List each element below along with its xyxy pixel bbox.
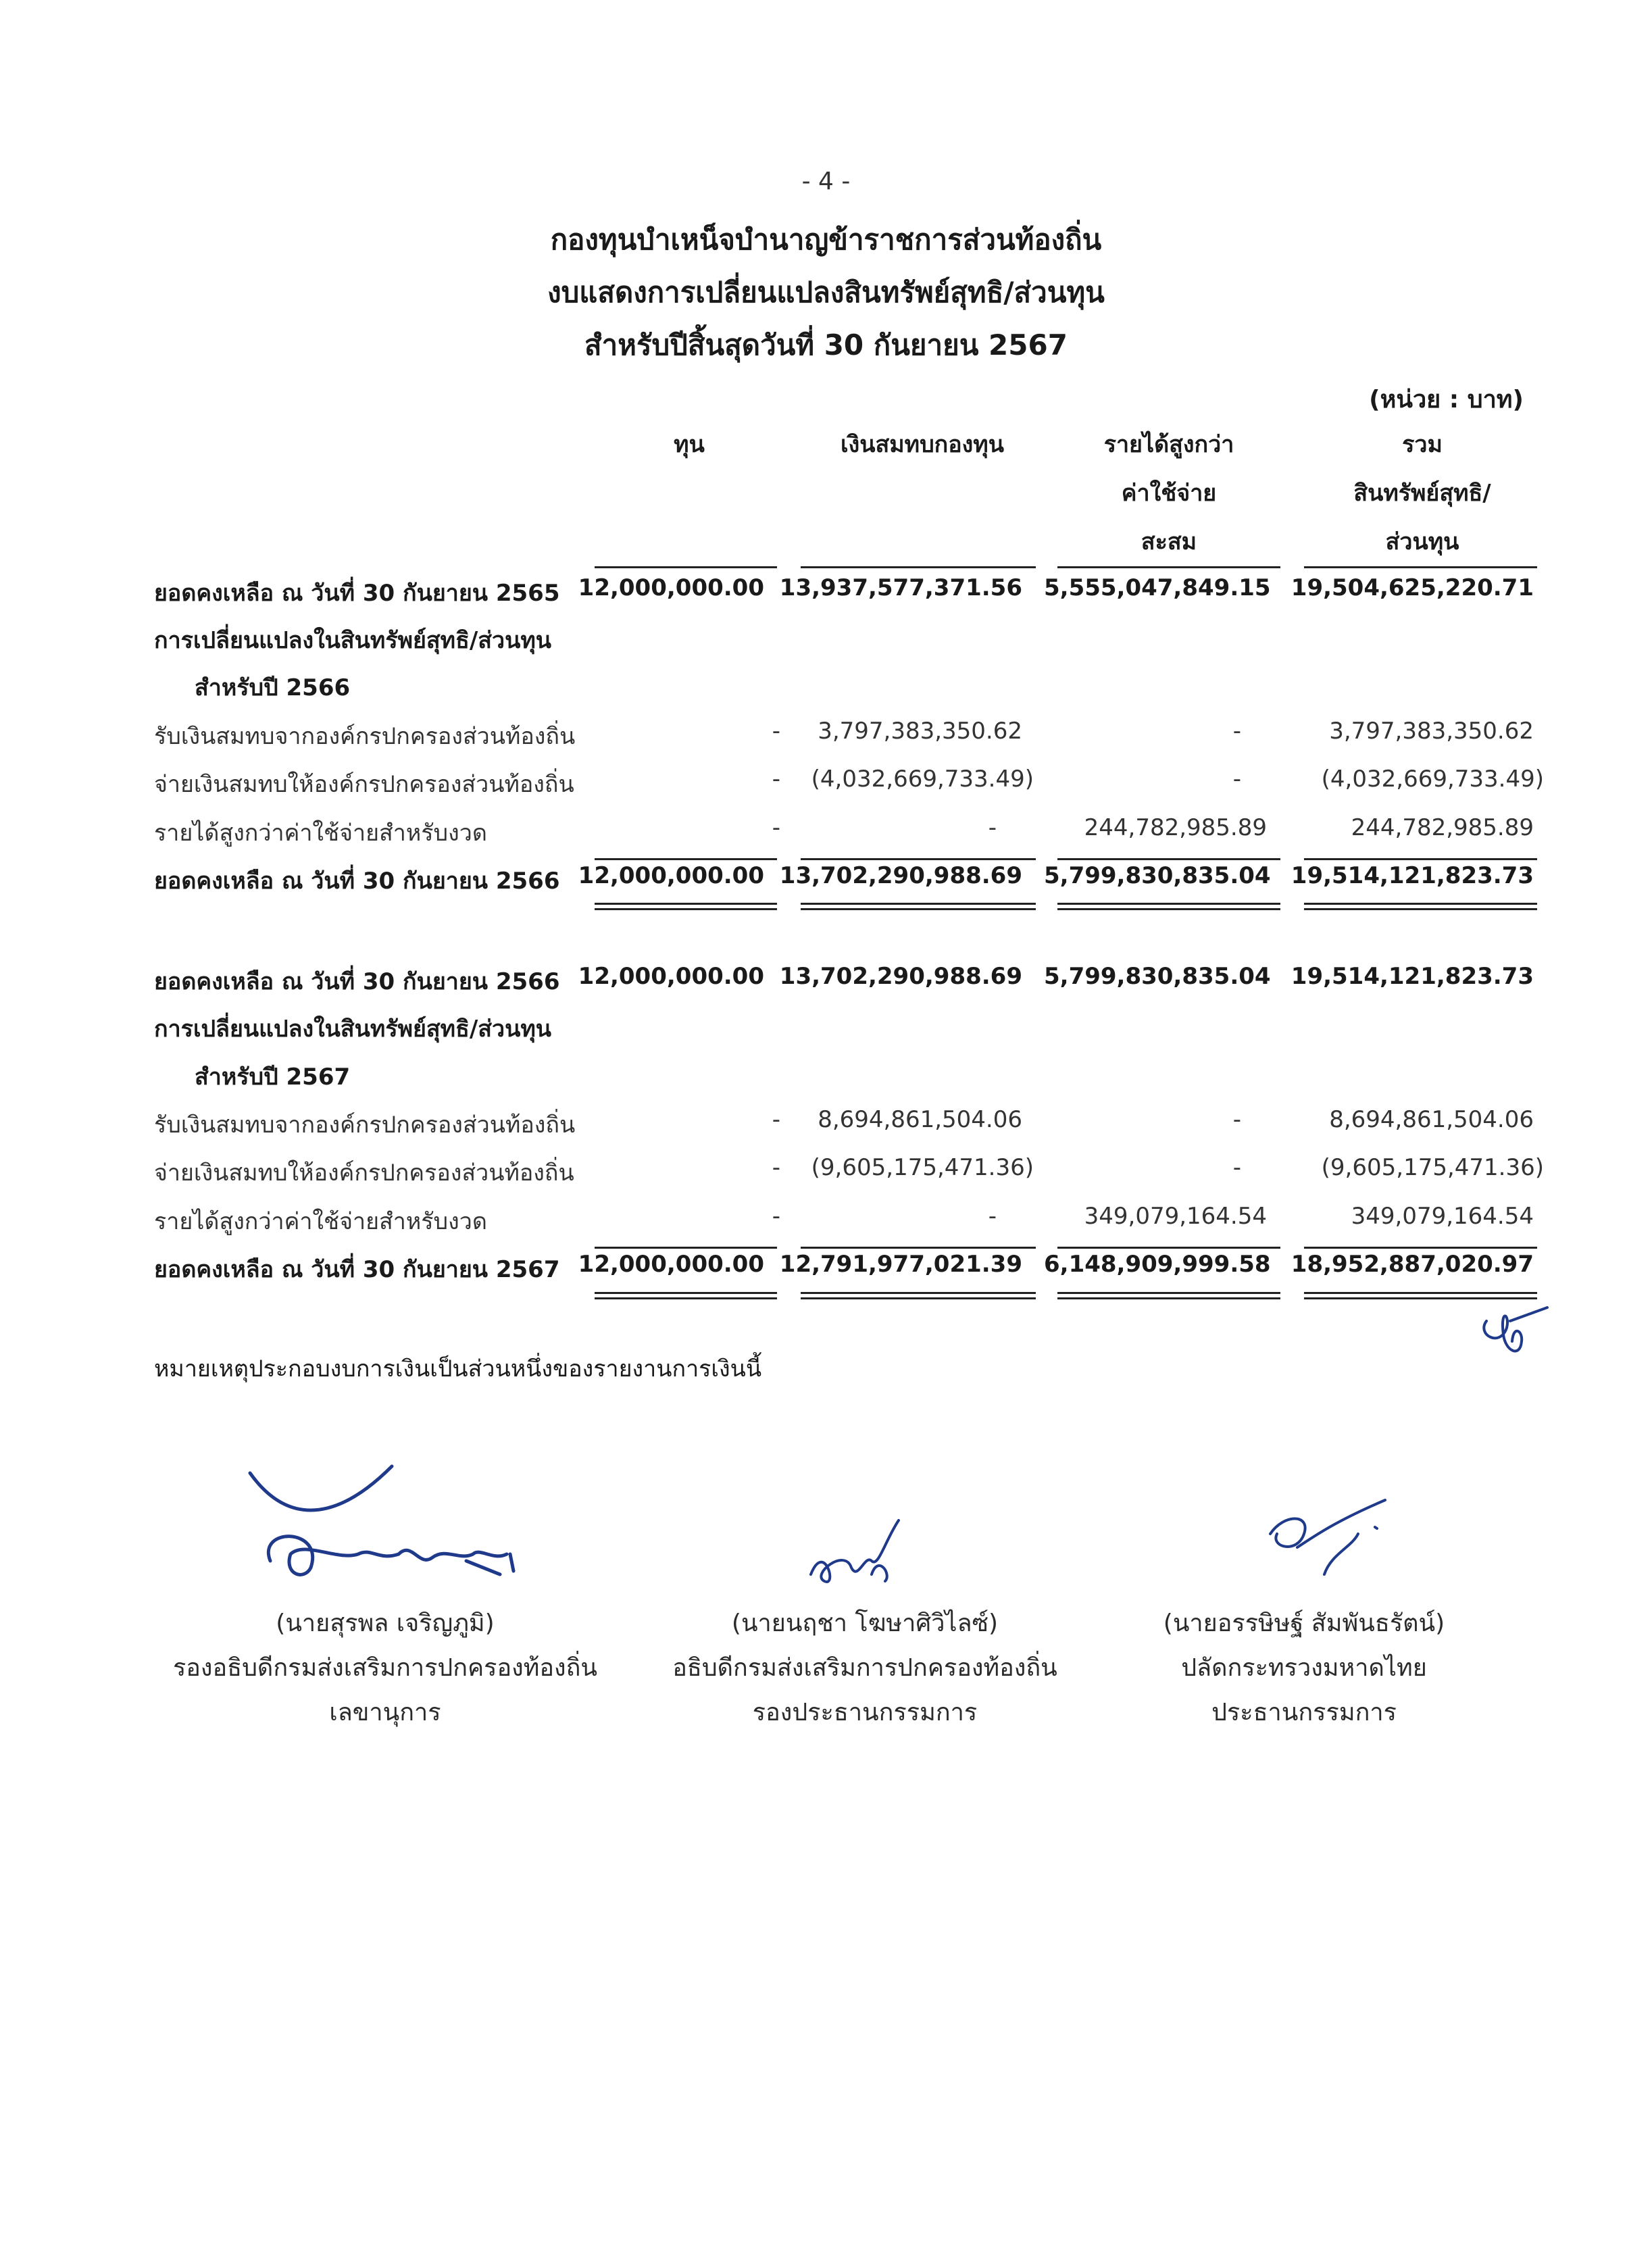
row-label: รับเงินสมทบจากองค์กรปกครองส่วนท้องถิ่น (154, 1112, 576, 1139)
column-header-line: ค่าใช้จ่าย (1121, 480, 1217, 507)
subtotal-rule (1304, 858, 1537, 860)
unit-label: (หน่วย : บาท) (1369, 386, 1524, 414)
total-double-rule (801, 1297, 1036, 1299)
row-label: การเปลี่ยนแปลงในสินทรัพย์สุทธิ/ส่วนทุน (154, 1016, 551, 1043)
cell-capital: - (772, 1106, 780, 1133)
column-header-line: รายได้สูงกว่า (1103, 431, 1234, 458)
cell-contributions: 13,702,290,988.69 (779, 963, 1022, 990)
subtotal-rule (1057, 858, 1280, 860)
table-row (0, 1251, 1652, 1298)
row-label: ยอดคงเหลือ ณ วันที่ 30 กันยายน 2566 (154, 968, 560, 995)
cell-capital: 12,000,000.00 (578, 1251, 764, 1278)
header-rule (595, 566, 777, 568)
cell-total: 8,694,861,504.06 (1329, 1106, 1534, 1133)
cell-contributions: (4,032,669,733.49) (811, 766, 1034, 793)
cell-contributions: - (988, 814, 997, 841)
signatory-role: รองประธานกรรมการ (752, 1699, 978, 1726)
cell-capital: 12,000,000.00 (578, 574, 764, 601)
signatory-block-vice-chair (628, 1601, 1101, 1735)
row-label: ยอดคงเหลือ ณ วันที่ 30 กันยายน 2565 (154, 580, 560, 607)
initials-signature (1473, 1294, 1554, 1375)
cell-contributions: - (988, 1203, 997, 1230)
total-double-rule (1057, 908, 1280, 910)
total-double-rule (595, 1297, 777, 1299)
row-label: ยอดคงเหลือ ณ วันที่ 30 กันยายน 2566 (154, 868, 560, 895)
cell-total: 349,079,164.54 (1351, 1203, 1534, 1230)
total-double-rule (595, 903, 777, 905)
cell-contributions: 12,791,977,021.39 (779, 1251, 1022, 1278)
total-double-rule (595, 908, 777, 910)
table-row (0, 1203, 1652, 1250)
page-number: - 4 - (801, 168, 851, 195)
fund-name: กองทุนบำเหน็จบำนาญข้าราชการส่วนท้องถิ่น (550, 223, 1102, 256)
cell-contributions: 8,694,861,504.06 (818, 1106, 1022, 1133)
signatory-name: (นายอรรษิษฐ์ สัมพันธรัตน์) (1163, 1610, 1445, 1637)
column-header-contributions (801, 420, 1044, 469)
signatory-block-chair (1068, 1601, 1541, 1735)
cell-surplus: 244,782,985.89 (1084, 814, 1267, 841)
row-label: ยอดคงเหลือ ณ วันที่ 30 กันยายน 2567 (154, 1256, 560, 1283)
cell-capital: - (772, 766, 780, 793)
column-header-accumulated-surplus (1057, 420, 1280, 566)
cell-surplus: 349,079,164.54 (1084, 1203, 1267, 1230)
cell-contributions: 13,702,290,988.69 (779, 862, 1022, 889)
cell-contributions: 3,797,383,350.62 (818, 718, 1022, 745)
cell-total: 19,514,121,823.73 (1291, 963, 1534, 990)
subtotal-rule (801, 1247, 1036, 1249)
column-header-total (1304, 420, 1541, 566)
header-rule (1304, 566, 1537, 568)
cell-surplus: - (1232, 1154, 1241, 1181)
cell-surplus: 5,799,830,835.04 (1044, 862, 1271, 889)
table-row (0, 814, 1652, 862)
signature-3 (1257, 1493, 1392, 1595)
column-header-line: สินทรัพย์สุทธิ/ (1353, 480, 1491, 507)
column-header-line: ส่วนทุน (1385, 528, 1459, 555)
total-double-rule (801, 903, 1036, 905)
total-double-rule (1057, 1297, 1280, 1299)
table-row (0, 1154, 1652, 1201)
table-row (0, 1058, 1652, 1105)
cell-total: (9,605,175,471.36) (1321, 1154, 1544, 1181)
total-double-rule (801, 908, 1036, 910)
cell-total: 19,504,625,220.71 (1291, 574, 1534, 601)
cell-total: (4,032,669,733.49) (1321, 766, 1544, 793)
subtotal-rule (595, 1247, 777, 1249)
signatory-block-secretary (149, 1601, 622, 1735)
signatory-role: เลขานุการ (329, 1699, 441, 1726)
subtotal-rule (595, 858, 777, 860)
signature-2 (804, 1500, 926, 1601)
subtotal-rule (1057, 1247, 1280, 1249)
table-row (0, 669, 1652, 716)
row-label: สำหรับปี 2566 (195, 674, 351, 701)
table-row (0, 1106, 1652, 1153)
cell-capital: 12,000,000.00 (578, 862, 764, 889)
subtotal-rule (1304, 1247, 1537, 1249)
cell-surplus: - (1232, 1106, 1241, 1133)
column-header-line: สะสม (1141, 528, 1197, 555)
signature-1 (243, 1460, 527, 1595)
cell-total: 244,782,985.89 (1351, 814, 1534, 841)
header-rule (1057, 566, 1280, 568)
table-row (0, 1010, 1652, 1057)
period-title: สำหรับปีสิ้นสุดวันที่ 30 กันยายน 2567 (584, 328, 1068, 362)
table-row (0, 718, 1652, 765)
cell-surplus: 6,148,909,999.58 (1044, 1251, 1271, 1278)
signatory-position: ปลัดกระทรวงมหาดไทย (1181, 1654, 1427, 1682)
table-row (0, 622, 1652, 669)
signatory-role: ประธานกรรมการ (1211, 1699, 1397, 1726)
cell-contributions: 13,937,577,371.56 (779, 574, 1022, 601)
cell-capital: - (772, 1154, 780, 1181)
subtotal-rule (801, 858, 1036, 860)
cell-total: 3,797,383,350.62 (1329, 718, 1534, 745)
cell-total: 18,952,887,020.97 (1291, 1251, 1534, 1278)
cell-capital: 12,000,000.00 (578, 963, 764, 990)
cell-capital: - (772, 814, 780, 841)
cell-surplus: 5,555,047,849.15 (1044, 574, 1271, 601)
total-double-rule (1304, 903, 1537, 905)
table-row (0, 963, 1652, 1010)
total-double-rule (1057, 903, 1280, 905)
column-header-line: ทุน (674, 431, 705, 458)
signatory-position: รองอธิบดีกรมส่งเสริมการปกครองท้องถิ่น (172, 1654, 598, 1682)
row-label: รายได้สูงกว่าค่าใช้จ่ายสำหรับงวด (154, 820, 487, 847)
column-header-line: เงินสมทบกองทุน (841, 431, 1004, 458)
row-label: จ่ายเงินสมทบให้องค์กรปกครองส่วนท้องถิ่น (154, 1160, 574, 1187)
cell-capital: - (772, 1203, 780, 1230)
row-label: สำหรับปี 2567 (195, 1064, 351, 1091)
column-header-line: รวม (1402, 431, 1443, 458)
signatory-position: อธิบดีกรมส่งเสริมการปกครองท้องถิ่น (672, 1654, 1057, 1682)
footnote: หมายเหตุประกอบงบการเงินเป็นส่วนหนึ่งของรายงานการเงินนี้ (154, 1355, 762, 1382)
total-double-rule (595, 1292, 777, 1294)
row-label: จ่ายเงินสมทบให้องค์กรปกครองส่วนท้องถิ่น (154, 771, 574, 798)
row-label: การเปลี่ยนแปลงในสินทรัพย์สุทธิ/ส่วนทุน (154, 627, 551, 654)
signatory-name: (นายสุรพล เจริญภูมิ) (276, 1610, 495, 1637)
cell-total: 19,514,121,823.73 (1291, 862, 1534, 889)
cell-surplus: - (1232, 718, 1241, 745)
total-double-rule (801, 1292, 1036, 1294)
table-row (0, 766, 1652, 813)
row-label: รับเงินสมทบจากองค์กรปกครองส่วนท้องถิ่น (154, 723, 576, 750)
total-double-rule (1057, 1292, 1280, 1294)
cell-surplus: - (1232, 766, 1241, 793)
header-rule (801, 566, 1036, 568)
cell-capital: - (772, 718, 780, 745)
row-label: รายได้สูงกว่าค่าใช้จ่ายสำหรับงวด (154, 1208, 487, 1235)
cell-surplus: 5,799,830,835.04 (1044, 963, 1271, 990)
total-double-rule (1304, 908, 1537, 910)
statement-title: งบแสดงการเปลี่ยนแปลงสินทรัพย์สุทธิ/ส่วนทุน (547, 276, 1105, 309)
signatory-name: (นายนฤชา โฆษาศิวิไลซ์) (731, 1610, 999, 1637)
table-row (0, 574, 1652, 622)
column-header-capital (588, 420, 791, 469)
cell-contributions: (9,605,175,471.36) (811, 1154, 1034, 1181)
